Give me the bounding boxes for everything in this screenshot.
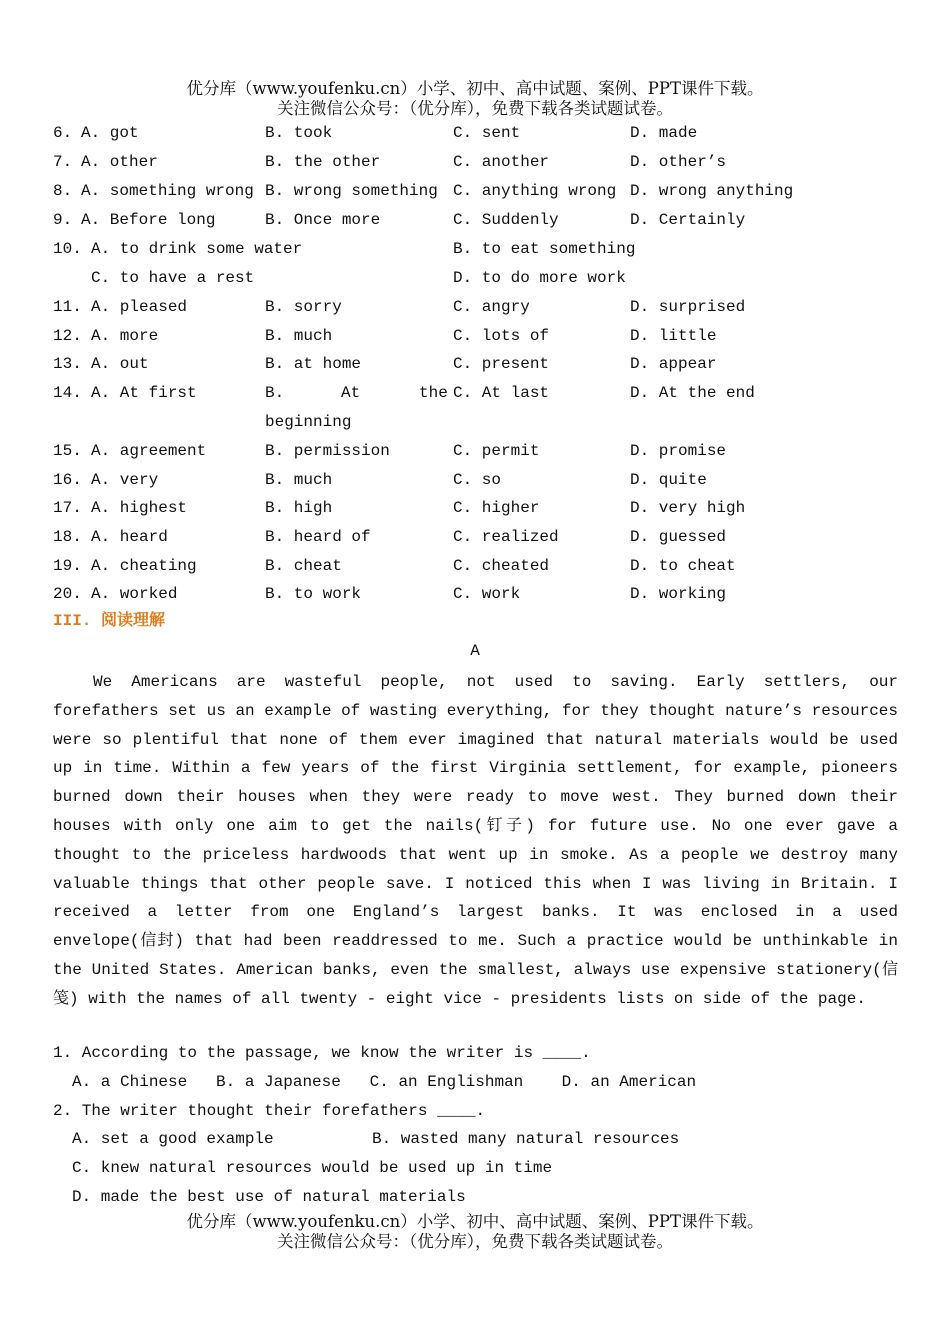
option-c: C. sent	[453, 124, 521, 142]
q-num: 13.	[53, 355, 82, 373]
option-c: C. to have a rest	[91, 269, 255, 287]
q-num: 15.	[53, 442, 82, 460]
question-10	[0, 238, 636, 267]
option-b: B. heard of	[265, 528, 371, 546]
option-d: D. wrong anything	[630, 182, 794, 200]
footer-line-2: 关注微信公众号：（优分库），免费下载各类试题试卷。	[277, 1232, 673, 1251]
question-2-stem: 2. The writer thought their forefathers ____.	[53, 1102, 486, 1120]
question-11	[0, 296, 746, 325]
q-num: 18.	[53, 528, 82, 546]
option-b-label: B.	[265, 384, 285, 402]
passage-label: A	[470, 642, 480, 660]
q-num: 19.	[53, 557, 82, 575]
question-16	[0, 469, 707, 498]
q-num: 7.	[53, 153, 73, 171]
q-num: 9.	[53, 211, 73, 229]
question-2-option-b: B. wasted many natural resources	[372, 1130, 680, 1148]
option-d: D. other’s	[630, 153, 727, 171]
option-a: A. agreement	[91, 442, 207, 460]
option-c: C. another	[453, 153, 550, 171]
question-1-options: A. a Chinese B. a Japanese C. an Englishman D. an American	[72, 1073, 697, 1091]
question-14-line-2	[0, 411, 352, 440]
option-b: B. to work	[265, 585, 362, 603]
option-d: D. very high	[630, 499, 746, 517]
question-20	[0, 583, 727, 612]
option-c: C. Suddenly	[453, 211, 559, 229]
question-18	[0, 526, 727, 555]
question-8	[0, 180, 794, 209]
option-d: D. little	[630, 327, 717, 345]
q-num: 10.	[53, 240, 82, 258]
option-a: A. worked	[91, 585, 178, 603]
option-d: D. promise	[630, 442, 727, 460]
header-line-1: 优分库（www.youfenku.cn）小学、初中、高中试题、案例、PPT课件下载。	[186, 79, 764, 98]
question-15	[0, 440, 727, 469]
question-19	[0, 555, 736, 584]
option-c: C. cheated	[453, 557, 550, 575]
option-b: B. at home	[265, 355, 362, 373]
option-a: A. At first	[91, 384, 197, 402]
option-b: B. to eat something	[453, 240, 636, 258]
option-b: B. the other	[265, 153, 381, 171]
option-c: C. higher	[453, 499, 540, 517]
option-a: A. got	[81, 124, 139, 142]
option-b: B. wrong something	[265, 182, 438, 200]
q-num: 17.	[53, 499, 82, 517]
option-b: B. sorry	[265, 298, 342, 316]
option-c: C. anything wrong	[453, 182, 617, 200]
question-17	[0, 497, 746, 526]
q-num: 11.	[53, 298, 82, 316]
q-num: 20.	[53, 585, 82, 603]
option-c: C. so	[453, 471, 502, 489]
option-a: A. highest	[91, 499, 188, 517]
reading-passage: We Americans are wasteful people, not used to saving. Early settlers, our forefathers set us an example of wasting everything, for they thought nature’s resources were so plentiful that none of them ever imagined that natural materials would be used up in time. Within a few years of the first Virginia settlement, for example, pioneers burned down their houses when they were ready to move west. They burned down their houses with only one aim to get the nails(钉子) for future use. No one ever gave a thought to the priceless hardwoods that went up in smoke. As a people we destroy many valuable things that other people save. I noticed this when I was living in Britain. I received a letter from one England’s largest banks. It was enclosed in a used envelope(信封) that had been readdressed to me. Such a practice would be unthinkable in the United States. American banks, even the smallest, always use expensive stationery(信笺) with the names of all twenty - eight vice - presidents lists on side of the page.	[53, 673, 899, 1008]
section-heading: III. 阅读理解	[53, 612, 166, 630]
q-num: 16.	[53, 471, 82, 489]
option-d: D. quite	[630, 471, 707, 489]
option-a: A. more	[91, 327, 159, 345]
option-b-word-3: beginning	[265, 413, 352, 431]
option-c: C. At last	[453, 384, 550, 402]
header-line-2: 关注微信公众号：（优分库），免费下载各类试题试卷。	[277, 99, 673, 118]
option-d: D. to do more work	[453, 269, 626, 287]
option-b: B. Once more	[265, 211, 381, 229]
option-c: C. present	[453, 355, 550, 373]
question-2-option-a: A. set a good example	[72, 1130, 274, 1148]
option-a: A. out	[91, 355, 149, 373]
option-c: C. permit	[453, 442, 540, 460]
question-7	[0, 151, 727, 180]
option-b-word-1: At	[341, 384, 361, 402]
question-10-line-2	[0, 267, 626, 296]
option-d: D. guessed	[630, 528, 727, 546]
option-b: B. much	[265, 327, 333, 345]
question-9	[0, 209, 746, 238]
question-6	[0, 122, 698, 151]
option-b: B. took	[265, 124, 333, 142]
q-num: 14.	[53, 384, 82, 402]
option-d: D. working	[630, 585, 727, 603]
question-12	[0, 325, 717, 354]
option-a: A. very	[91, 471, 159, 489]
option-d: D. Certainly	[630, 211, 746, 229]
option-a: A. pleased	[91, 298, 188, 316]
option-d: D. to cheat	[630, 557, 736, 575]
option-d: D. appear	[630, 355, 717, 373]
q-num: 6.	[53, 124, 73, 142]
option-a: A. to drink some water	[91, 240, 303, 258]
option-b: B. cheat	[265, 557, 342, 575]
option-d: D. At the end	[630, 384, 755, 402]
q-num: 12.	[53, 327, 82, 345]
option-a: A. other	[81, 153, 158, 171]
question-14	[0, 382, 755, 411]
q-num: 8.	[53, 182, 73, 200]
option-d: D. made	[630, 124, 698, 142]
question-2-option-d: D. made the best use of natural materials	[72, 1188, 466, 1206]
option-d: D. surprised	[630, 298, 746, 316]
question-13	[0, 353, 717, 382]
option-a: A. Before long	[81, 211, 216, 229]
option-a: A. cheating	[91, 557, 197, 575]
footer-line-1: 优分库（www.youfenku.cn）小学、初中、高中试题、案例、PPT课件下载。	[186, 1212, 764, 1231]
option-b-word-2: the	[419, 384, 448, 402]
question-1-stem: 1. According to the passage, we know the writer is ____.	[53, 1044, 591, 1062]
option-c: C. work	[453, 585, 521, 603]
option-c: C. realized	[453, 528, 559, 546]
option-c: C. angry	[453, 298, 530, 316]
option-a: A. heard	[91, 528, 168, 546]
option-b: B. much	[265, 471, 333, 489]
option-b: B. permission	[265, 442, 390, 460]
option-b: B. high	[265, 499, 333, 517]
question-2-option-c: C. knew natural resources would be used up in time	[72, 1159, 553, 1177]
option-a: A. something wrong	[81, 182, 254, 200]
option-c: C. lots of	[453, 327, 550, 345]
